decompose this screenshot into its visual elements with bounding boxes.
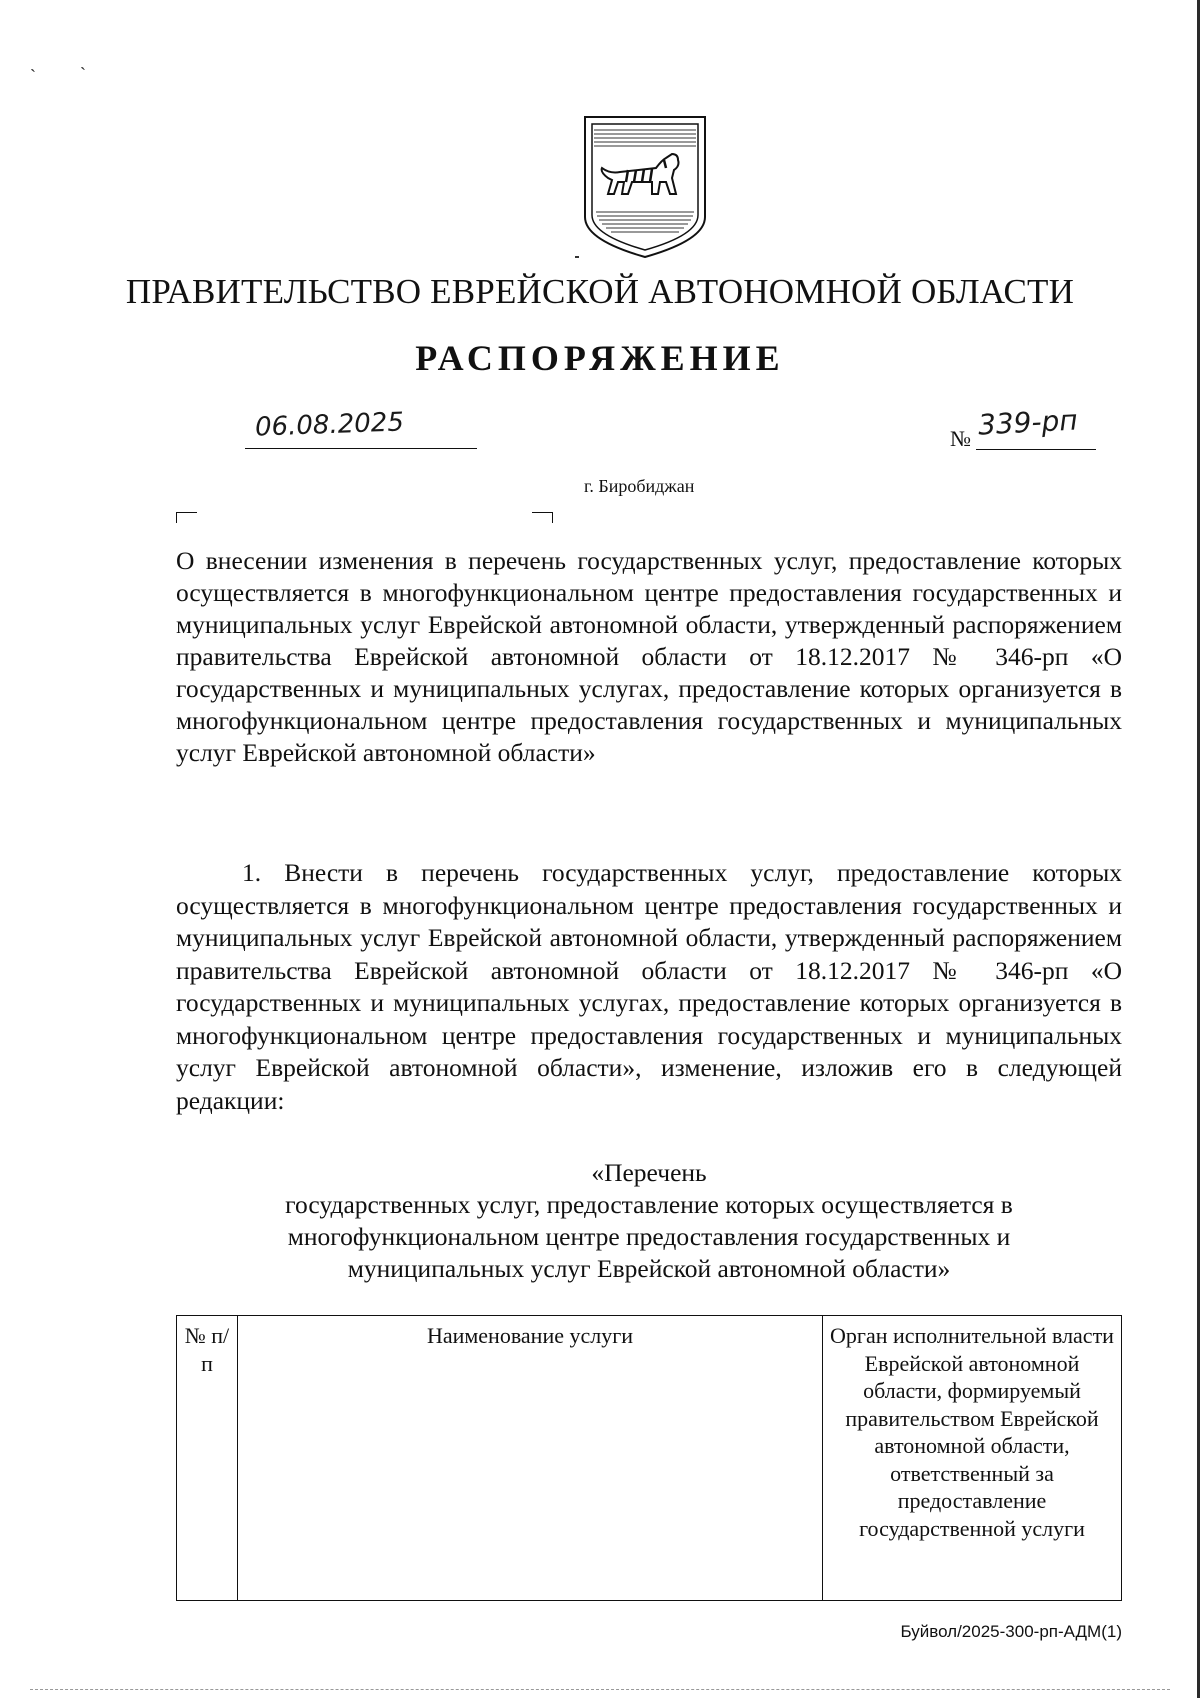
table-header-cell: Орган исполнительной власти Еврейской автономной области, формируемый правительством Еврейской автономной области, ответственный за предоставление государственной услуги (823, 1316, 1122, 1601)
city-name: г. Биробиджан (584, 476, 695, 496)
coat-of-arms-tiger-icon (580, 112, 710, 262)
subject-bracket-left (176, 512, 197, 523)
scan-speck: ˎ (30, 52, 36, 72)
body-paragraph-1: 1. Внести в перечень государственных услуг, предоставление которых осуществляется в многофункциональном центре предоставления государственных и муниципальных услуг Еврейской автономной области, утвержденный распоряжением правительства Еврейской автономной области от 18.12.2017 № 346-рп «О государственных и муниципальных услугах, предоставление которых организуется в многофункциональном центре предоставления государственных и муниципальных услуг Еврейской автономной области», изменение, изложив его в следующей редакции: (176, 858, 1122, 1115)
document-type-heading: РАСПОРЯЖЕНИЕ (415, 338, 785, 378)
services-table (176, 1315, 1122, 1601)
list-title (176, 1157, 1122, 1285)
scan-edge-bottom (30, 1689, 1170, 1690)
government-title: ПРАВИТЕЛЬСТВО ЕВРЕЙСКОЙ АВТОНОМНОЙ ОБЛАСТИ (125, 272, 1075, 311)
number-underline (976, 449, 1096, 450)
list-title-line: «Перечень (591, 1158, 707, 1187)
document-date: 06.08.2025 (254, 407, 405, 443)
document-number: 339-рп (977, 403, 1079, 442)
list-title-line: многофункциональном центре предоставления государственных и (287, 1222, 1011, 1251)
list-title-line: государственных услуг, предоставление которых осуществляется в (285, 1190, 1013, 1219)
document-subject: О внесении изменения в перечень государственных услуг, предоставление которых осуществляется в многофункциональном центре предоставления государственных и муниципальных услуг Еврейской автономной области, утвержденный распоряжением правительства Еврейской автономной области от 18.12.2017 № 346-рп «О государственных и муниципальных услугах, предоставление которых организуется в многофункциональном центре предоставления государственных и муниципальных услуг Еврейской автономной области» (176, 546, 1122, 767)
table-header-row (177, 1316, 1122, 1601)
scan-speck: ˏ (80, 50, 86, 70)
footer-document-code: Буйвол/2025-300-рп-АДМ(1) (900, 1622, 1122, 1641)
table-header-cell: Наименование услуги (238, 1316, 823, 1601)
list-title-line: муниципальных услуг Еврейской автономной области» (347, 1254, 951, 1283)
subject-bracket-right (532, 512, 553, 523)
scan-mark (575, 256, 579, 258)
date-underline (245, 448, 477, 449)
table-header-cell: № п/п (177, 1316, 238, 1601)
number-sign: № (950, 426, 971, 451)
